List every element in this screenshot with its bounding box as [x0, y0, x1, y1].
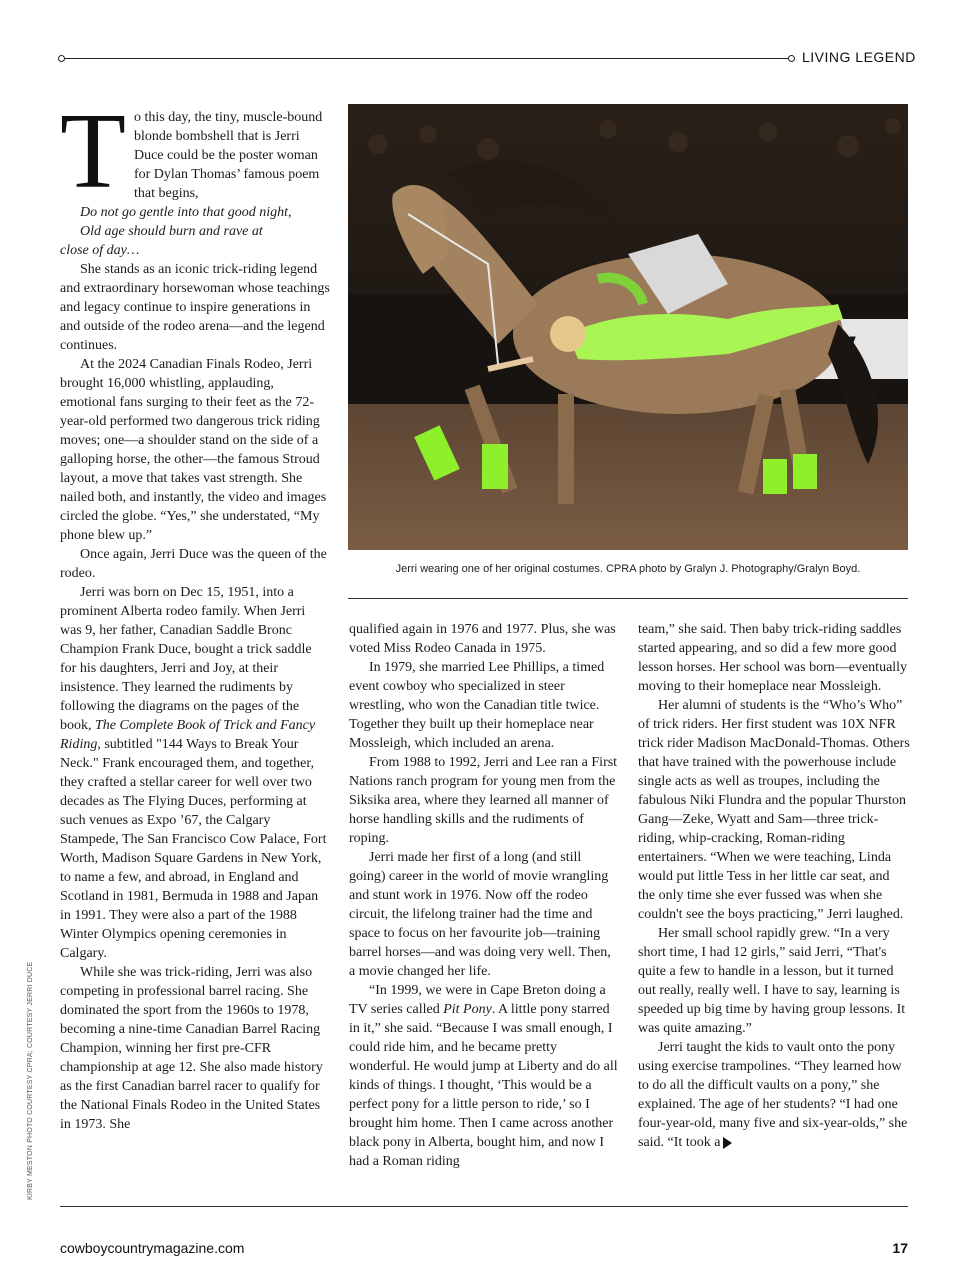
text-run: . A little pony starred in it,” she said. “Because I was small enough, I could ride him, and he became pretty wonderful. He would jump at Liberty and do all kinds of things. I thought, ‘This would be a perfect pony for a little person to ride,’ so I brought him home. Then I came across another black pony in Alberta, bought him, and now I had a Roman riding	[349, 1002, 618, 1169]
feature-photo	[348, 104, 908, 550]
article-column-2	[349, 620, 619, 1171]
article-column-1	[60, 92, 330, 1134]
poem-line: Do not go gentle into that good night,	[80, 205, 292, 220]
body-paragraph: In 1979, she married Lee Phillips, a timed event cowboy who specialized in steer wrestling, who won the Canadian title twice. Together they built up their homeplace near Mossleigh, which included an arena.	[349, 660, 605, 751]
header-rule-left-dot	[58, 55, 65, 62]
article-column-3	[638, 620, 910, 1152]
trick-rider-photo-illustration	[348, 104, 908, 550]
book-title: The Complete Book of Trick and Fancy Riding	[60, 718, 316, 752]
poem-line: Old age should burn and rave at	[80, 224, 263, 239]
drop-cap: T	[60, 92, 126, 211]
text-run: , subtitled "144 Ways to Break Your Neck." Frank encouraged them, and together, they crafted a stellar career for well over two decades as The Flying Duces, performing at such venues as Expo ’67, the Calgary Stampede, The San Francisco Cow Palace, Fort Worth, Madison Square Gardens in New York, to name a few, and abroad, in England and Scotland in 1981, Bermuda in 1988 and Japan in 1991. They were also a part of the 1988 Winter Olympics opening ceremonies in Calgary.	[60, 737, 327, 961]
body-paragraph: Once again, Jerri Duce was the queen of the rodeo.	[60, 547, 327, 581]
body-paragraph: From 1988 to 1992, Jerri and Lee ran a First Nations ranch program for young men from the Siksika area, where they learned all manner of horse handling skills and the rudiments of roping.	[349, 755, 618, 846]
footer-rule	[60, 1206, 908, 1207]
header-rule-right-dot	[788, 55, 795, 62]
photo-credit: KIRBY MESTON PHOTO COURTESY CPRA; COURTESY JERRI DUCE	[27, 961, 34, 1200]
body-paragraph: At the 2024 Canadian Finals Rodeo, Jerri brought 16,000 whistling, applauding, emotional fans surging to their feet as the 72-year-old performed two dangerous trick riding moves; one—a shoulder stand on the side of a galloping horse, the other—the famous Stroud layout, a move that takes vast strength. She nailed both, and instantly, the video and images circled the globe. “Yes,” she understated, “My phone blew up.”	[60, 357, 327, 543]
header-rule	[60, 58, 792, 59]
body-paragraph: qualified again in 1976 and 1977. Plus, she was voted Miss Rodeo Canada in 1975.	[349, 622, 616, 656]
lede-paragraph: o this day, the tiny, muscle-bound blonde bombshell that is Jerri Duce could be the poster woman for Dylan Thomas’ famous poem that begins,	[133, 110, 323, 201]
body-paragraph	[60, 583, 330, 963]
show-title: Pit Pony	[443, 1002, 492, 1017]
body-paragraph: team,” she said. Then baby trick-riding saddles started appearing, and so did a few more good lesson horses. Her school was born—eventually moving to their homeplace near Mossleigh.	[638, 622, 908, 694]
body-paragraph	[349, 981, 619, 1171]
body-paragraph: Her small school rapidly grew. “In a very short time, I had 12 girls,” said Jerri, “That's quite a few to handle in a lesson, but it turned out really, really well. I have to say, learning is speeded up big time by having group lessons. It was quite amazing.”	[638, 926, 906, 1036]
body-paragraph: Jerri made her first of a long (and still going) career in the world of movie wrangling and stunt work in 1976. Now off the rodeo circuit, the lifelong trainer had the time and space to focus on her favourite job—training barrel horses—and was doing very well. Then, a movie changed her life.	[349, 850, 611, 979]
body-paragraph: While she was trick-riding, Jerri was also competing in professional barrel racing. She dominated the sport from the 1960s to 1978, becoming a nine-time Canadian Barrel Racing Champion, winning her first pre-CFR championship at age 12. She also made history as the first Canadian barrel racer to qualify for the National Finals Rodeo in the United States in 1973. She	[60, 965, 323, 1132]
caption-rule	[348, 598, 908, 599]
body-paragraph	[638, 1038, 910, 1152]
text-run: “In 1999, we were in Cape Breton doing a TV series called	[349, 983, 606, 1017]
text-run: Jerri was born on Dec 15, 1951, into a prominent Alberta rodeo family. When Jerri was 9, her father, Canadian Saddle Bronc Champion Frank Duce, bought a trick saddle for his daughters, Jerri and Joy, at their insistence. They learned the rudiments by following the diagrams on the pages of the book,	[60, 585, 312, 733]
page-number: 17	[892, 1240, 908, 1256]
section-label: LIVING LEGEND	[802, 49, 916, 65]
body-paragraph: She stands as an iconic trick-riding legend and extraordinary horsewoman whose teachings and legacy continue to inspire generations in and outside of the rodeo arena—and the legend continues.	[60, 262, 330, 353]
continue-arrow-icon	[723, 1137, 732, 1149]
photo-caption: Jerri wearing one of her original costumes. CPRA photo by Gralyn J. Photography/Gralyn Boyd.	[395, 563, 861, 575]
poem-quote	[60, 203, 330, 260]
footer-website: cowboycountrymagazine.com	[60, 1240, 245, 1256]
text-run: Jerri taught the kids to vault onto the pony using exercise trampolines. “They learned how to do all the difficult vaults on a pony,” she explained. The age of her students? “I had one four-year-old, many five and six-year-olds,” she said. “It took a	[638, 1040, 908, 1150]
body-paragraph: Her alumni of students is the “Who’s Who” of trick riders. Her first student was 10X NFR trick rider Madison MacDonald-Thomas. Others that have trained with the powerhouse include single acts as well as troupes, including the fabulous Niki Flundra and the popular Thurston Gang—Zeke, Wyatt and Sam—three trick-riding, whip-cracking, Roman-riding entertainers. “When we were teaching, Linda would put little Tess in her little car seat, and the only time she ever fussed was when she couldn't see the boys practicing,” Jerri laughed.	[638, 698, 910, 922]
poem-line: close of day…	[60, 243, 140, 258]
